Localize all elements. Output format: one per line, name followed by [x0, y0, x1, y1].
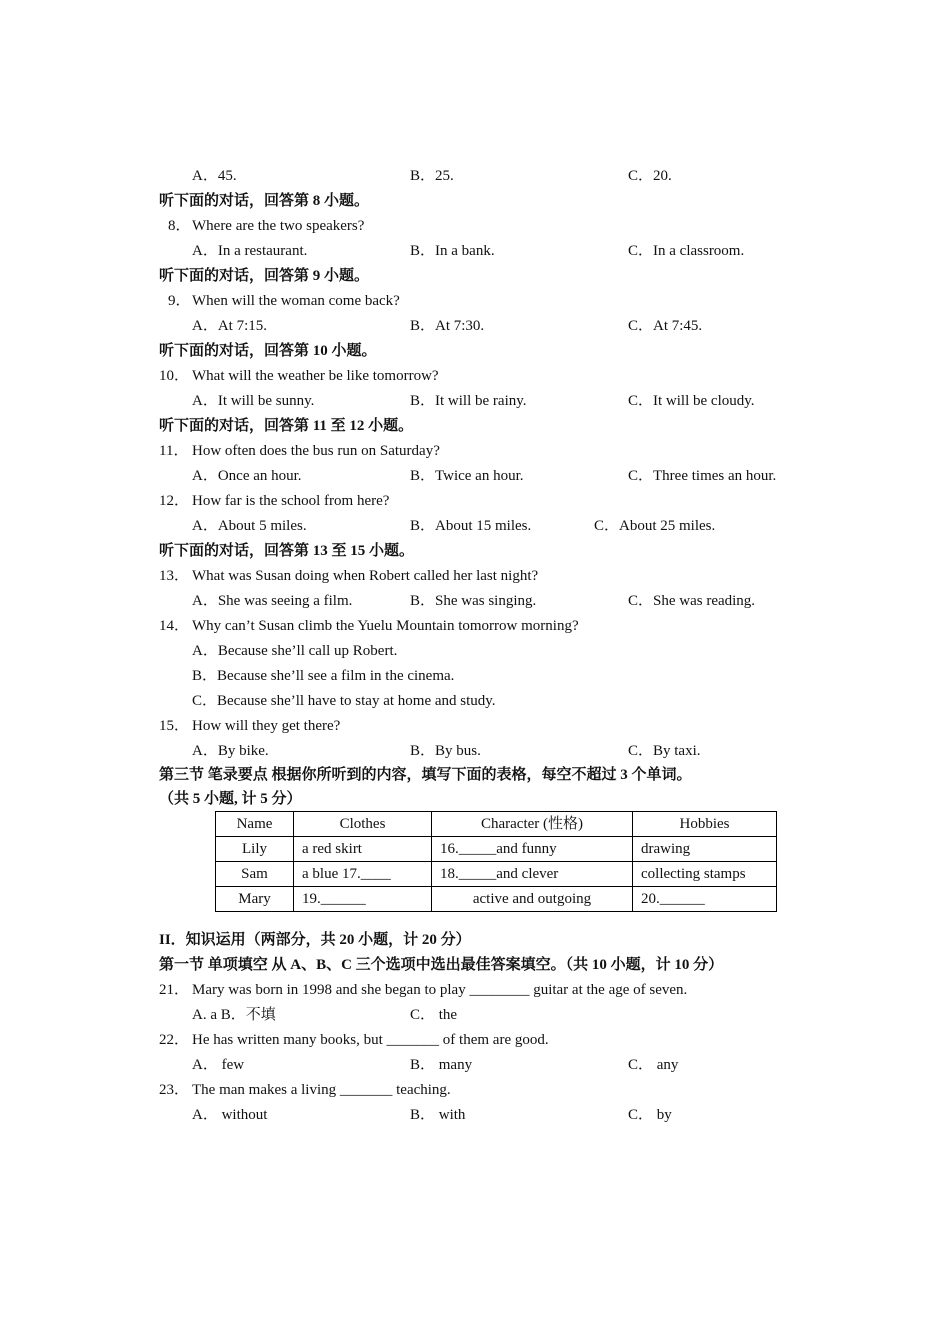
table-row [216, 862, 777, 887]
q8-option-c: C．In a classroom. [628, 243, 745, 259]
q8-option-a: A．In a restaurant. [192, 243, 308, 259]
q14-option-b: B．Because she’ll see a film in the cinema. [192, 668, 455, 684]
q15-option-c: C．By taxi. [628, 743, 701, 759]
q23-option-b: B． with [410, 1107, 466, 1123]
q13-option-c: C．She was reading. [628, 593, 756, 609]
table-cell: Lily [216, 837, 294, 862]
q9-question: When will the woman come back? [192, 293, 400, 309]
table-cell: 16._____and funny [432, 837, 633, 862]
q21-option-c: C． the [410, 1007, 458, 1023]
q13-option-a: A．She was seeing a film. [192, 593, 353, 609]
q23-option-a: A． without [192, 1107, 268, 1123]
q10-number: 10． [159, 368, 190, 384]
q12-option-a: A．About 5 miles. [192, 518, 307, 534]
q9-option-b: B．At 7:30. [410, 318, 485, 334]
q12-number: 12． [159, 493, 190, 509]
q21-number: 21． [159, 982, 190, 998]
table-cell: 19.______ [294, 887, 432, 912]
notes-table [215, 811, 777, 912]
q13-number: 13． [159, 568, 190, 584]
part2-section1-title: 第一节 单项填空 从 A、B、C 三个选项中选出最佳答案填空。（共 10 小题，计 10 分） [159, 957, 724, 973]
q8-option-b: B．In a bank. [410, 243, 495, 259]
q14-number: 14． [159, 618, 190, 634]
table-header: Name [216, 812, 294, 837]
q22-option-b: B． many [410, 1057, 473, 1073]
q13-question: What was Susan doing when Robert called her last night? [192, 568, 539, 584]
q7-option-b: B．25. [410, 168, 454, 184]
q10-question: What will the weather be like tomorrow? [192, 368, 439, 384]
table-cell: 20.______ [633, 887, 777, 912]
q23-question: The man makes a living _______ teaching. [192, 1082, 451, 1098]
q13-option-b: B．She was singing. [410, 593, 537, 609]
q14-question: Why can’t Susan climb the Yuelu Mountain tomorrow morning? [192, 618, 579, 634]
table-header: Clothes [294, 812, 432, 837]
q14-option-a: A．Because she’ll call up Robert. [192, 643, 398, 659]
q15-number: 15． [159, 718, 190, 734]
q22-option-a: A． few [192, 1057, 245, 1073]
q14-option-c: C．Because she’ll have to stay at home and study. [192, 693, 496, 709]
section-instruction-q10: 听下面的对话，回答第 10 小题。 [159, 343, 377, 359]
q21-question: Mary was born in 1998 and she began to play ________ guitar at the age of seven. [192, 982, 688, 998]
q7-option-a: A．45. [192, 168, 237, 184]
q22-question: He has written many books, but _______ of them are good. [192, 1032, 549, 1048]
table-header-row [216, 812, 777, 837]
q11-option-c: C．Three times an hour. [628, 468, 777, 484]
section-instruction-q8: 听下面的对话，回答第 8 小题。 [159, 193, 370, 209]
section-instruction-q9: 听下面的对话，回答第 9 小题。 [159, 268, 370, 284]
section-instruction-q11-12: 听下面的对话，回答第 11 至 12 小题。 [159, 418, 414, 434]
q9-option-c: C．At 7:45. [628, 318, 703, 334]
q9-option-a: A．At 7:15. [192, 318, 268, 334]
table-header: Hobbies [633, 812, 777, 837]
q10-option-b: B．It will be rainy. [410, 393, 527, 409]
q15-option-b: B．By bus. [410, 743, 481, 759]
q23-number: 23． [159, 1082, 190, 1098]
q12-question: How far is the school from here? [192, 493, 390, 509]
table-cell: 18._____and clever [432, 862, 633, 887]
table-cell: a blue 17.____ [294, 862, 432, 887]
q9-number: 9． [168, 293, 191, 309]
table-cell: Sam [216, 862, 294, 887]
section3-title: 第三节 笔录要点 根据你所听到的内容，填写下面的表格，每空不超过 3 个单词。 [159, 767, 692, 783]
q8-question: Where are the two speakers? [192, 218, 365, 234]
section-instruction-q13-15: 听下面的对话，回答第 13 至 15 小题。 [159, 543, 415, 559]
table-header: Character (性格) [432, 812, 633, 837]
table-row [216, 887, 777, 912]
table-cell: active and outgoing [432, 887, 633, 912]
q10-option-c: C．It will be cloudy. [628, 393, 755, 409]
section3-subtitle: （共 5 小题, 计 5 分） [159, 791, 302, 807]
q15-question: How will they get there? [192, 718, 341, 734]
q21-option-ab: A. a B．不填 [192, 1007, 276, 1023]
q23-option-c: C． by [628, 1107, 672, 1123]
q11-number: 11． [159, 443, 189, 459]
q7-option-c: C．20. [628, 168, 672, 184]
part2-title: II．知识运用（两部分，共 20 小题，计 20 分） [159, 932, 471, 948]
table-cell: drawing [633, 837, 777, 862]
q8-number: 8． [168, 218, 191, 234]
q22-number: 22． [159, 1032, 190, 1048]
table-cell: a red skirt [294, 837, 432, 862]
q11-question: How often does the bus run on Saturday? [192, 443, 440, 459]
q10-option-a: A．It will be sunny. [192, 393, 315, 409]
q12-option-b: B．About 15 miles. [410, 518, 532, 534]
table-row [216, 837, 777, 862]
q15-option-a: A．By bike. [192, 743, 269, 759]
q22-option-c: C． any [628, 1057, 679, 1073]
q12-option-c: C．About 25 miles. [594, 518, 716, 534]
q11-option-b: B．Twice an hour. [410, 468, 524, 484]
table-cell: Mary [216, 887, 294, 912]
table-cell: collecting stamps [633, 862, 777, 887]
q11-option-a: A．Once an hour. [192, 468, 302, 484]
